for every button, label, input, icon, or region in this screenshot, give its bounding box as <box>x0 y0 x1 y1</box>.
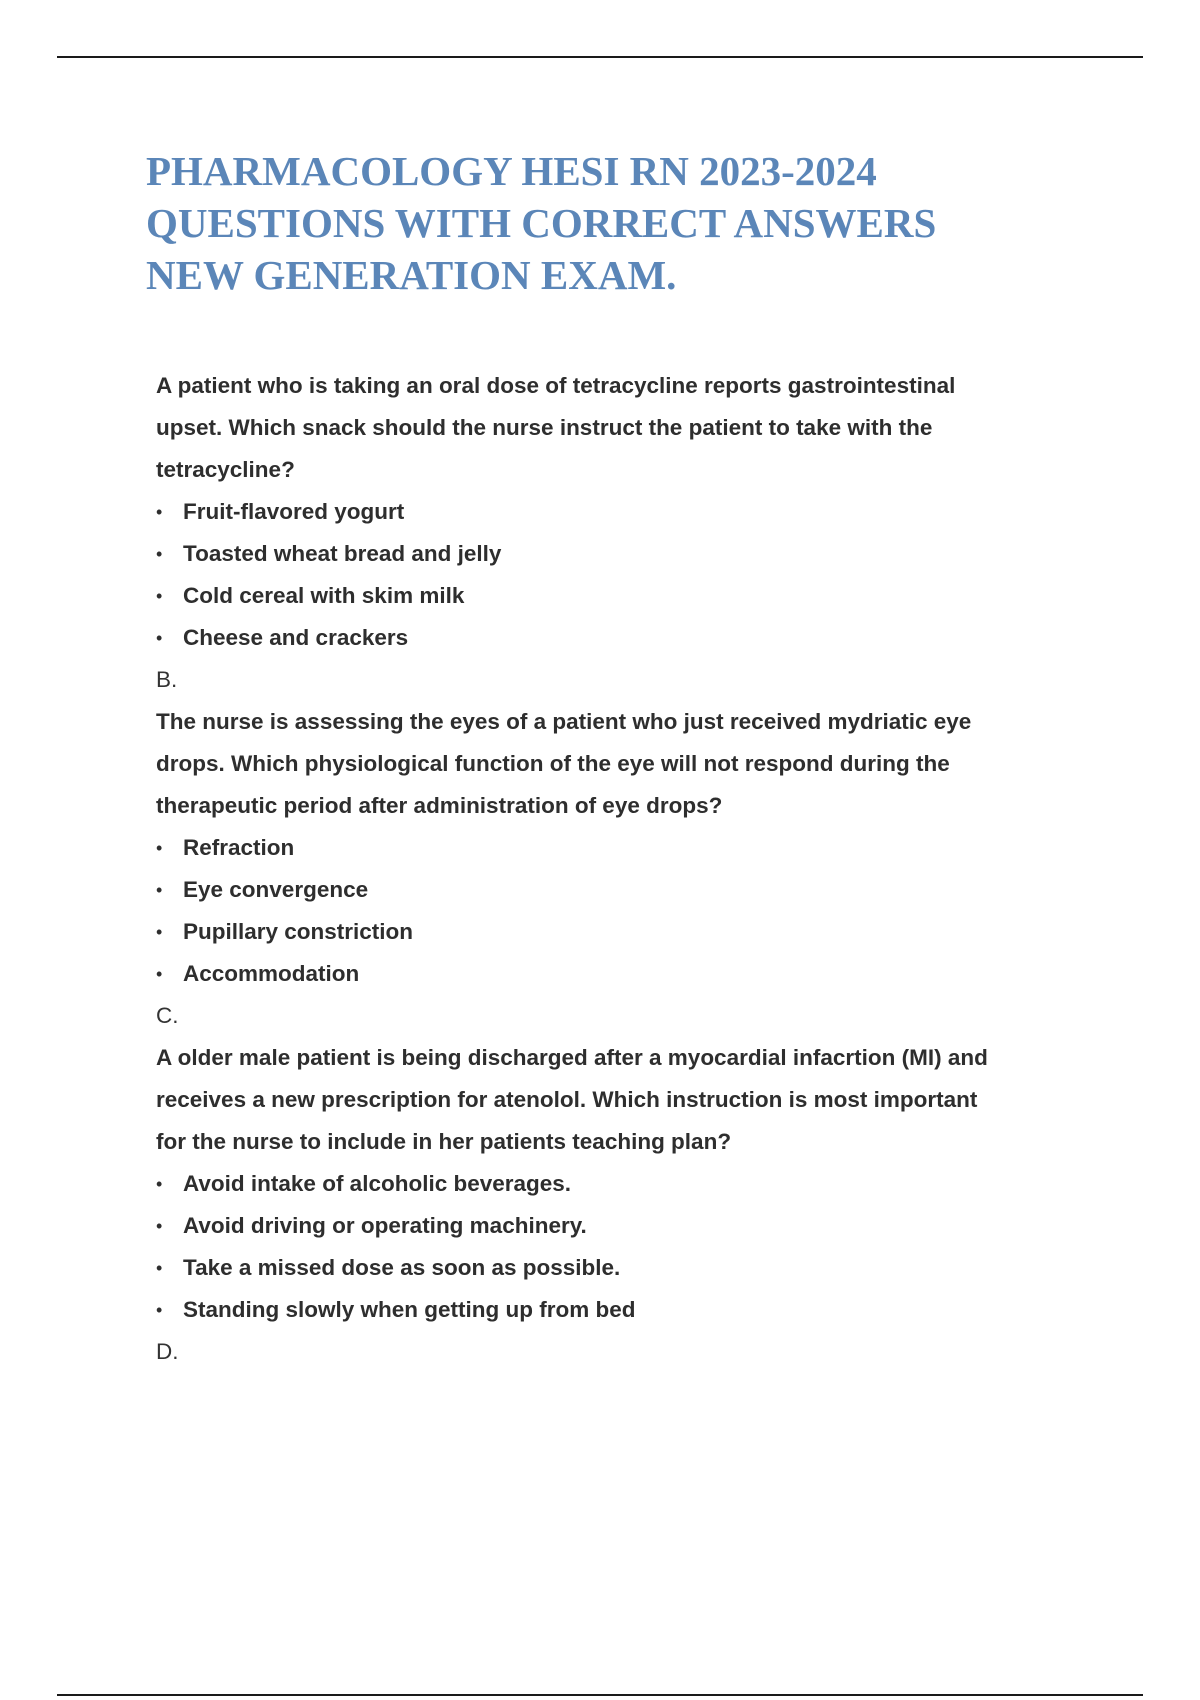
option-label: Standing slowly when getting up from bed <box>183 1297 636 1322</box>
answer-option <box>156 617 1076 659</box>
option-label: Avoid driving or operating machinery. <box>183 1213 587 1238</box>
answer-option <box>156 827 1076 869</box>
bullet-icon: • <box>156 1300 163 1320</box>
question-text <box>156 365 1076 491</box>
option-label: Pupillary constriction <box>183 919 414 944</box>
answer-option <box>156 911 1076 953</box>
question-2 <box>156 701 1076 1037</box>
question-text-line: for the nurse to include in her patients teaching plan? <box>156 1129 732 1154</box>
bullet-icon: • <box>156 586 163 606</box>
correct-answer: D. <box>156 1339 179 1364</box>
option-label: Refraction <box>183 835 295 860</box>
answer-option <box>156 575 1076 617</box>
question-text-line: The nurse is assessing the eyes of a patient who just received mydriatic eye <box>156 709 972 734</box>
option-label: Accommodation <box>183 961 360 986</box>
question-text-line: upset. Which snack should the nurse instruct the patient to take with the <box>156 415 933 440</box>
answer-option <box>156 533 1076 575</box>
answer-options <box>156 491 1076 659</box>
correct-answer: C. <box>156 1003 179 1028</box>
bullet-icon: • <box>156 502 163 522</box>
answer-option <box>156 491 1076 533</box>
option-label: Fruit-flavored yogurt <box>183 499 405 524</box>
option-label: Take a missed dose as soon as possible. <box>183 1255 621 1280</box>
bullet-icon: • <box>156 964 163 984</box>
answer-option <box>156 953 1076 995</box>
answer-option <box>156 869 1076 911</box>
document-title <box>146 145 1086 301</box>
question-text-line: therapeutic period after administration of eye drops? <box>156 793 723 818</box>
title-line: QUESTIONS WITH CORRECT ANSWERS <box>146 200 937 246</box>
option-label: Avoid intake of alcoholic beverages. <box>183 1171 572 1196</box>
answer-option <box>156 1205 1076 1247</box>
bullet-icon: • <box>156 922 163 942</box>
answer-option <box>156 1289 1076 1331</box>
answer-option <box>156 1163 1076 1205</box>
correct-answer: B. <box>156 667 178 692</box>
question-list <box>156 365 1076 1373</box>
option-label: Toasted wheat bread and jelly <box>183 541 502 566</box>
title-line: NEW GENERATION EXAM. <box>146 252 677 298</box>
option-label: Eye convergence <box>183 877 369 902</box>
question-text-line: drops. Which physiological function of the eye will not respond during the <box>156 751 950 776</box>
question-text-line: tetracycline? <box>156 457 295 482</box>
question-text <box>156 701 1076 827</box>
option-label: Cheese and crackers <box>183 625 409 650</box>
bottom-divider <box>57 1694 1143 1696</box>
answer-options <box>156 827 1076 995</box>
bullet-icon: • <box>156 1258 163 1278</box>
answer-options <box>156 1163 1076 1331</box>
question-text-line: A patient who is taking an oral dose of tetracycline reports gastrointestinal <box>156 373 956 398</box>
top-divider <box>57 56 1143 58</box>
question-3 <box>156 1037 1076 1373</box>
bullet-icon: • <box>156 838 163 858</box>
question-1 <box>156 365 1076 701</box>
question-text <box>156 1037 1076 1163</box>
bullet-icon: • <box>156 1174 163 1194</box>
bullet-icon: • <box>156 880 163 900</box>
bullet-icon: • <box>156 1216 163 1236</box>
bullet-icon: • <box>156 628 163 648</box>
question-text-line: A older male patient is being discharged after a myocardial infacrtion (MI) and <box>156 1045 988 1070</box>
bullet-icon: • <box>156 544 163 564</box>
option-label: Cold cereal with skim milk <box>183 583 465 608</box>
title-line: PHARMACOLOGY HESI RN 2023-2024 <box>146 148 877 194</box>
answer-option <box>156 1247 1076 1289</box>
question-text-line: receives a new prescription for atenolol. Which instruction is most important <box>156 1087 978 1112</box>
